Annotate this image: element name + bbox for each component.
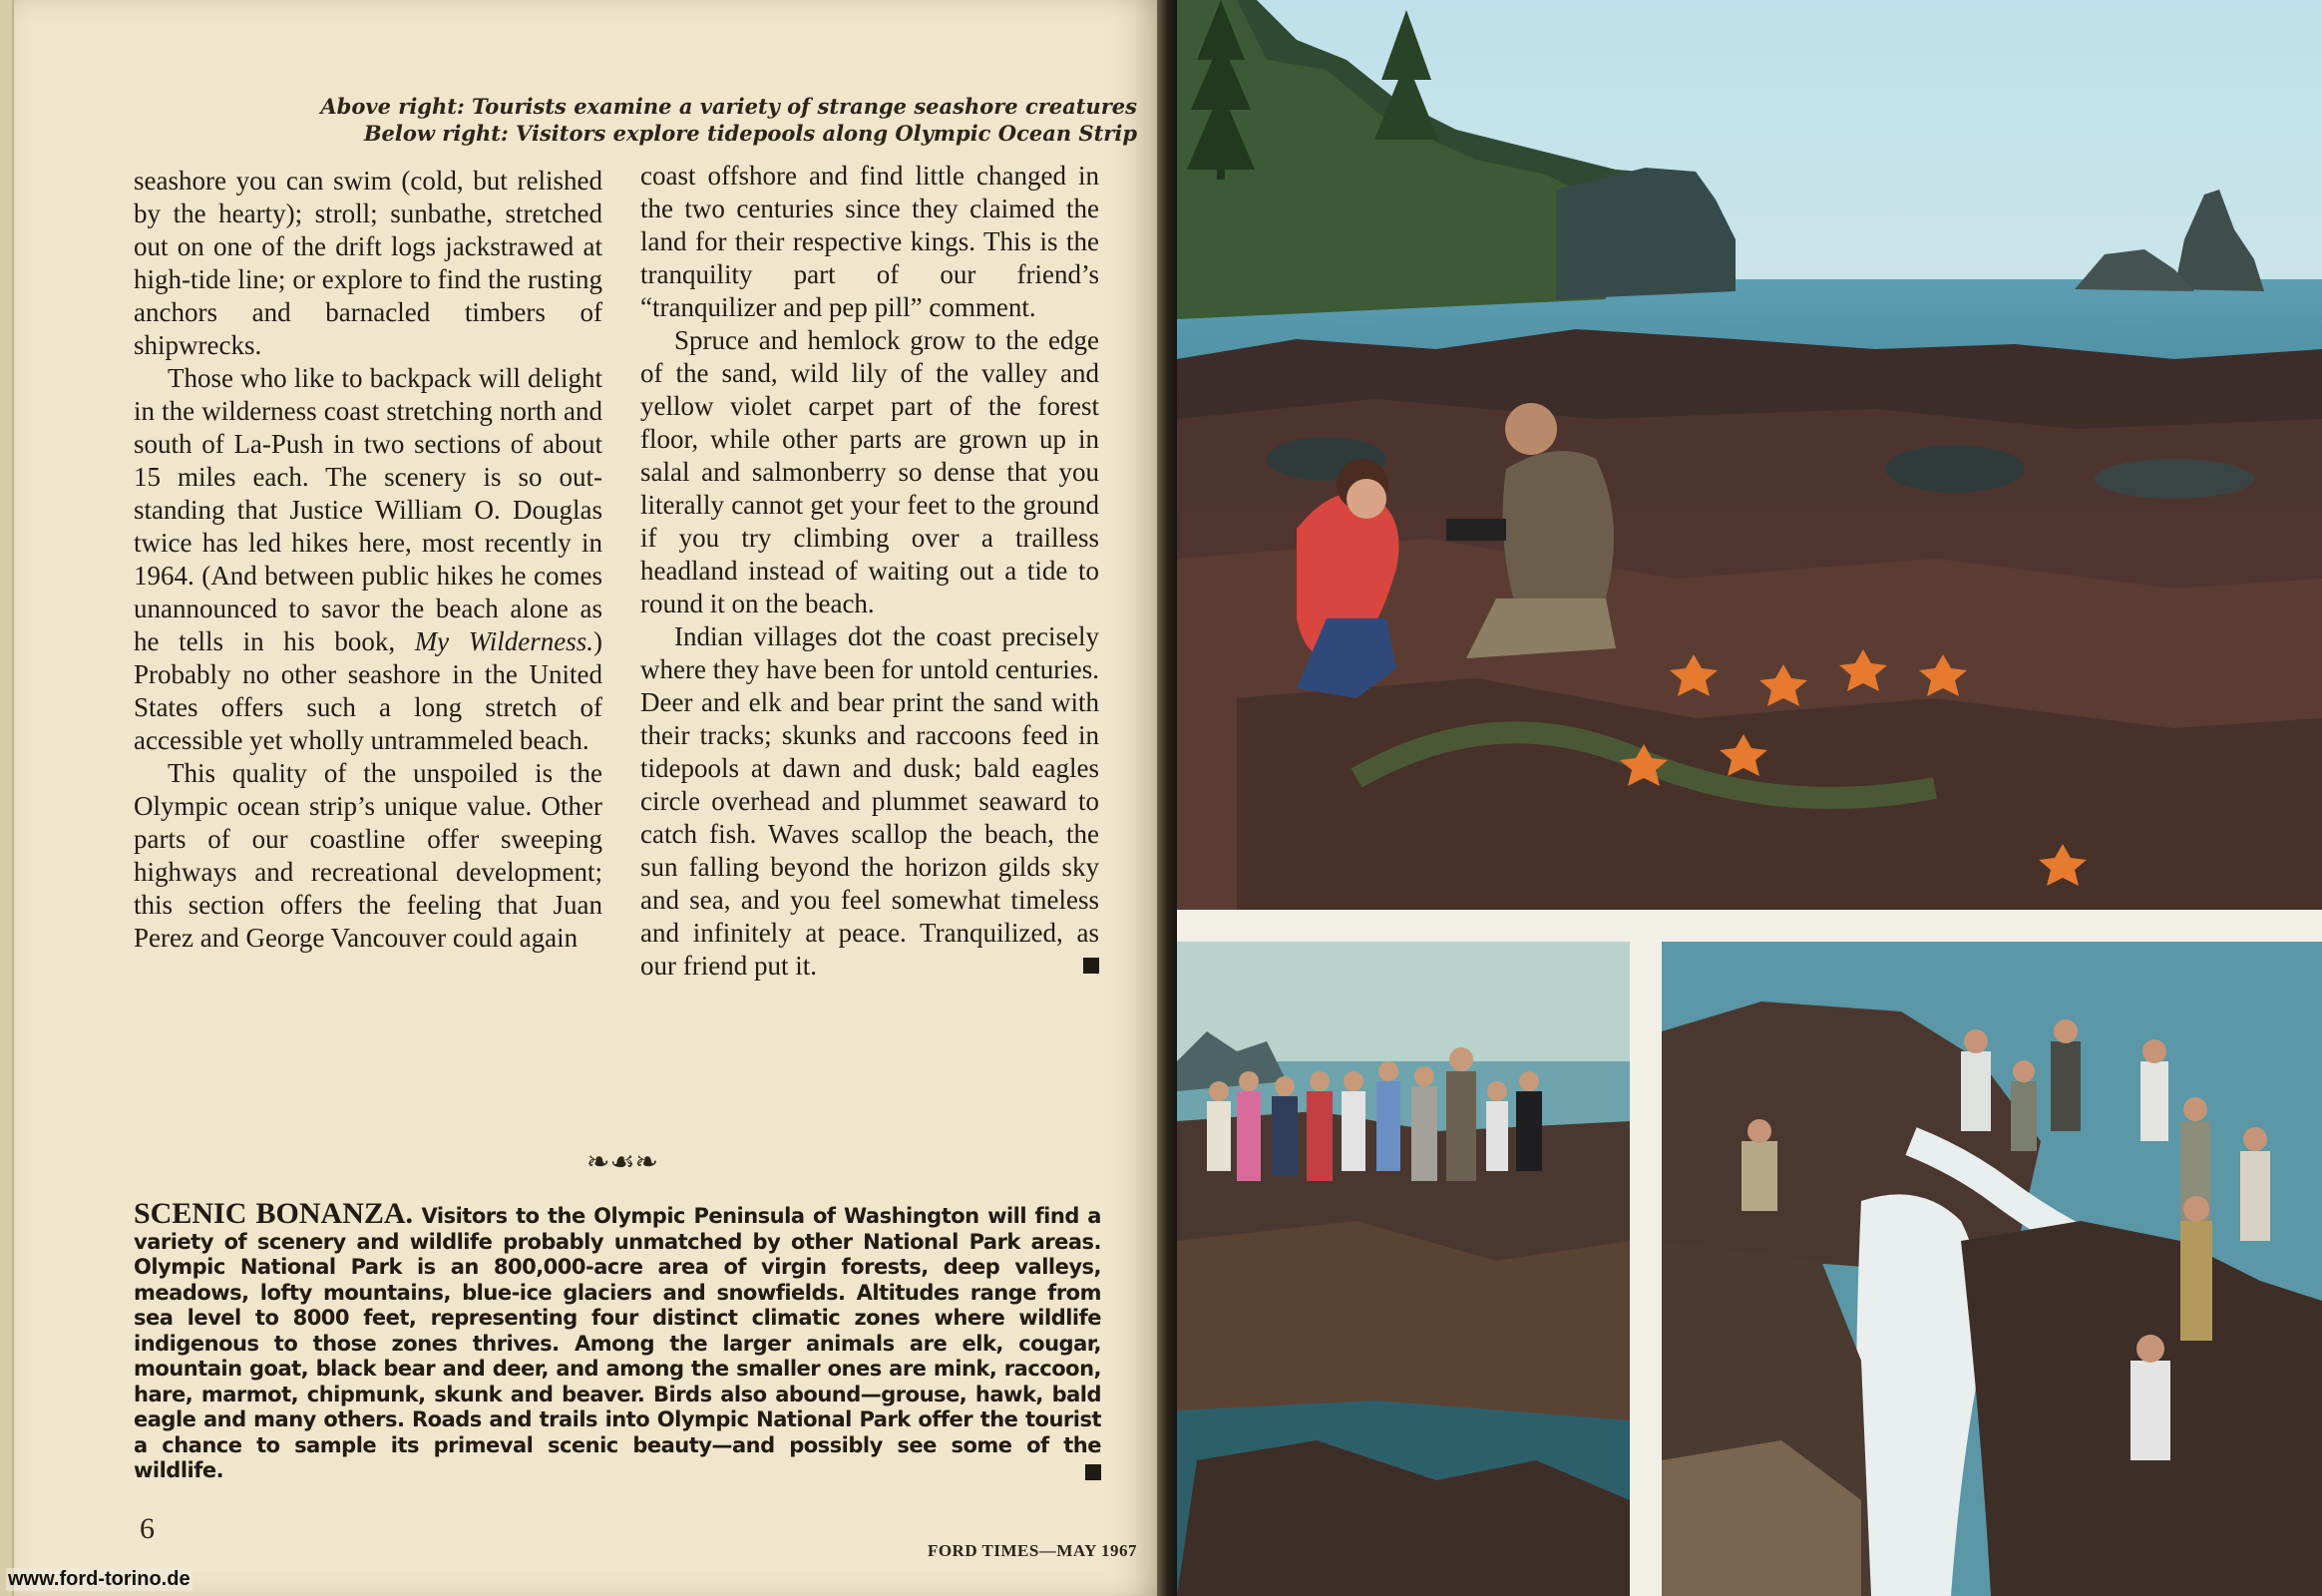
end-of-article-mark — [1083, 958, 1099, 974]
paragraph: Spruce and hemlock grow to the edge of the sand, wild lily of the valley and yellow violet carpet part of the forest floor, while other parts are grown up in salal and salmonberry so dense that you literally cannot get your feet to the ground if you try climbing over a trailless headland instead of waiting out a tide to round it on the beach. — [640, 325, 1099, 618]
paragraph-text: Those who like to backpack will delight in the wilderness coast stretching north and south of La-Push in two sections of about 15 miles each. The scenery is so outstanding that Justice William O. Douglas twice has led hikes here, most recently in 1964. (And between public hikes he comes unannounced to savor the beach alone as he tells in his book, — [134, 363, 602, 656]
photo-tidepool-couple — [1177, 0, 2322, 910]
photo-visitors-group — [1177, 942, 1630, 1596]
book-title: My Wilderness. — [414, 626, 593, 656]
page-edge — [0, 0, 14, 1596]
spine-gutter — [1157, 0, 1177, 1596]
paragraph: seashore you can swim (cold, but relished by the hearty); stroll; sunbathe, stretched out on one of the drift logs jackstrawed at high-tide line; or explore to find the rusting anchors and barnacled timbers of shipwrecks. — [134, 166, 602, 360]
watermark: www.ford-torino.de — [8, 1568, 191, 1590]
caption-line-2: Below right: Visitors explore tidepools along Olympic Ocean Strip — [363, 121, 1137, 146]
paragraph — [640, 620, 1099, 983]
page-number: 6 — [140, 1512, 155, 1545]
right-page — [1177, 0, 2322, 1596]
photo-caption — [239, 93, 1137, 147]
article-column-1 — [134, 165, 602, 955]
paragraph: coast offshore and find little changed in the two centuries since they claimed the land for their respective kings. This is the tranquility part of our friend’s “tranquilizer and pep pill” comment. — [640, 161, 1099, 322]
end-of-sidebar-mark — [1085, 1464, 1101, 1480]
paragraph: This quality of the unspoiled is the Olympic ocean strip’s unique value. Other parts of our coastline offer sweeping highways and recreational development; this section offers the feeling that Juan Perez and George Vancouver could again — [134, 758, 602, 953]
sidebar-title: SCENIC BONANZA. — [134, 1197, 414, 1230]
paragraph-text: Indian villages dot the coast precisely where they have been for untold centuries. Deer and elk and bear print the sand with their tracks; skunks and raccoons feed in tidepools at dawn and dusk; bald eagles circle overhead and plummet seaward to catch fish. Waves scallop the beach, the sun falling beyond the horizon gilds sky and sea, and you feel somewhat timeless and infinitely at peace. Tranquilized, as our friend put it. — [640, 621, 1099, 981]
scenic-bonanza-sidebar — [134, 1197, 1101, 1484]
ornament-divider: ❧☙❧ — [585, 1145, 659, 1178]
caption-line-1: Above right: Tourists examine a variety of strange seashore creatures — [320, 94, 1137, 119]
sidebar-body: Visitors to the Olympic Peninsula of Washington will find a variety of scenery and wildlife probably unmatched by other National Park areas. Olympic National Park is an 800,000-acre area of virgin forests, deep valleys, meadows, lofty mountains, blue-ice glaciers and snowfields. Altitudes range from sea level to 8000 feet, representing four distinct climatic zones where wildlife indigenous to those zones thrives. Among the larger animals are elk, cougar, mountain goat, black bear and deer, and among the smaller ones are mink, raccoon, hare, marmot, chipmunk, skunk and beaver. Birds also abound—grouse, hawk, bald eagle and many others. Roads and trails into Olympic National Park offer the tourist a chance to sample its primeval scenic beauty—and possibly see some of the wildlife. — [134, 1204, 1101, 1482]
photo-surf-rocks — [1662, 942, 2322, 1596]
paragraph-text: ) Probably no other seashore in the United States offers such a long stretch of accessible yet wholly untrammeled beach. — [134, 626, 602, 755]
magazine-footer: FORD TIMES—MAY 1967 — [927, 1541, 1137, 1560]
paragraph — [134, 362, 602, 757]
article-column-2 — [640, 160, 1099, 983]
